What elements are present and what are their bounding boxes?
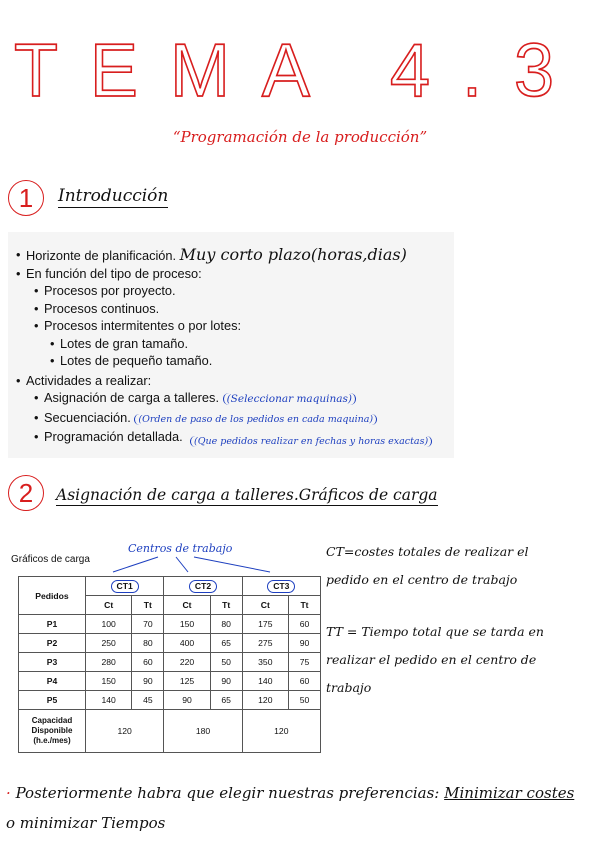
list-item: • Asignación de carga a talleres. (Seleccionar maquinas) xyxy=(44,389,451,409)
table-row: P5 140 45 90 65 120 50 xyxy=(19,691,321,710)
list-item: • Procesos intermitentes o por lotes: xyxy=(44,317,451,335)
table-row: P1 100 70 150 80 175 60 xyxy=(19,615,321,634)
ct3-header: CT3 xyxy=(242,577,320,596)
list-item: • Lotes de gran tamaño. xyxy=(60,335,451,353)
section-1-title: Introducción xyxy=(58,186,169,206)
handwritten-note: (Orden de paso de los pedidos en cada maquina) xyxy=(134,414,377,425)
section-2-number: 2 xyxy=(8,475,44,511)
subcol-tt: Tt xyxy=(289,596,321,615)
list-item: • Lotes de pequeño tamaño. xyxy=(60,352,451,370)
list-item: • En función del tipo de proceso: xyxy=(26,265,451,283)
conclusion-text: Posteriormente habra que elegir nuestras preferencias: xyxy=(15,784,440,802)
intro-slide xyxy=(8,232,454,458)
handwritten-note: Muy corto plazo(horas,dias) xyxy=(179,245,407,264)
section-1-number: 1 xyxy=(8,180,44,216)
table-row: P3 280 60 220 50 350 75 xyxy=(19,653,321,672)
ct-definition-line: CT=costes totales de realizar el xyxy=(326,544,529,559)
list-item: • Horizonte de planificación. Muy corto plazo(horas,dias) xyxy=(26,246,451,265)
capacity-label: Capacidad Disponible (h.e./mes) xyxy=(19,710,86,753)
page-title: TEMA 4.3 xyxy=(13,29,587,113)
ct1-header: CT1 xyxy=(86,577,164,596)
subcol-tt: Tt xyxy=(210,596,242,615)
conclusion-emphasis: Minimizar costes xyxy=(444,784,575,802)
centers-annotation: Centros de trabajo xyxy=(128,542,233,555)
tt-definition-line: TT = Tiempo total que se tarda en xyxy=(326,624,544,639)
ct-definition-line: pedido en el centro de trabajo xyxy=(326,572,518,587)
table-row: P4 150 90 125 90 140 60 xyxy=(19,672,321,691)
subcol-tt: Tt xyxy=(132,596,164,615)
section-2-title: Asignación de carga a talleres.Gráficos de carga xyxy=(56,486,438,504)
page-subtitle: “Programación de la producción” xyxy=(172,128,428,146)
handwritten-note: (Seleccionar maquinas) xyxy=(223,393,356,405)
table-caption: Gráficos de carga xyxy=(11,554,90,565)
annotation-arrows xyxy=(8,540,314,580)
handwritten-note: (Que pedidos realizar en fechas y horas exactas) xyxy=(190,436,432,447)
tt-definition-line: trabajo xyxy=(326,680,372,695)
capacity-row: Capacidad Disponible (h.e./mes) 120 180 120 xyxy=(19,710,321,753)
table-row: P2 250 80 400 65 275 90 xyxy=(19,634,321,653)
list-item: • Actividades a realizar: xyxy=(26,372,451,390)
list-item: • Procesos continuos. xyxy=(44,300,451,318)
list-item: • Procesos por proyecto. xyxy=(44,282,451,300)
list-item: • Programación detallada. xyxy=(44,428,451,446)
definitions xyxy=(326,538,592,702)
conclusion-line-2: o minimizar Tiempos xyxy=(6,814,166,832)
ct2-header: CT2 xyxy=(164,577,242,596)
subcol-ct: Ct xyxy=(164,596,210,615)
tt-definition-line: realizar el pedido en el centro de xyxy=(326,652,537,667)
load-table xyxy=(18,576,321,753)
pedidos-header: Pedidos xyxy=(19,577,86,615)
subcol-ct: Ct xyxy=(86,596,132,615)
conclusion xyxy=(6,778,596,838)
subcol-ct: Ct xyxy=(242,596,288,615)
list-item: • Secuenciación. (Orden de paso de los pedidos en cada maquina) xyxy=(44,409,451,429)
bullet: · xyxy=(6,784,11,802)
